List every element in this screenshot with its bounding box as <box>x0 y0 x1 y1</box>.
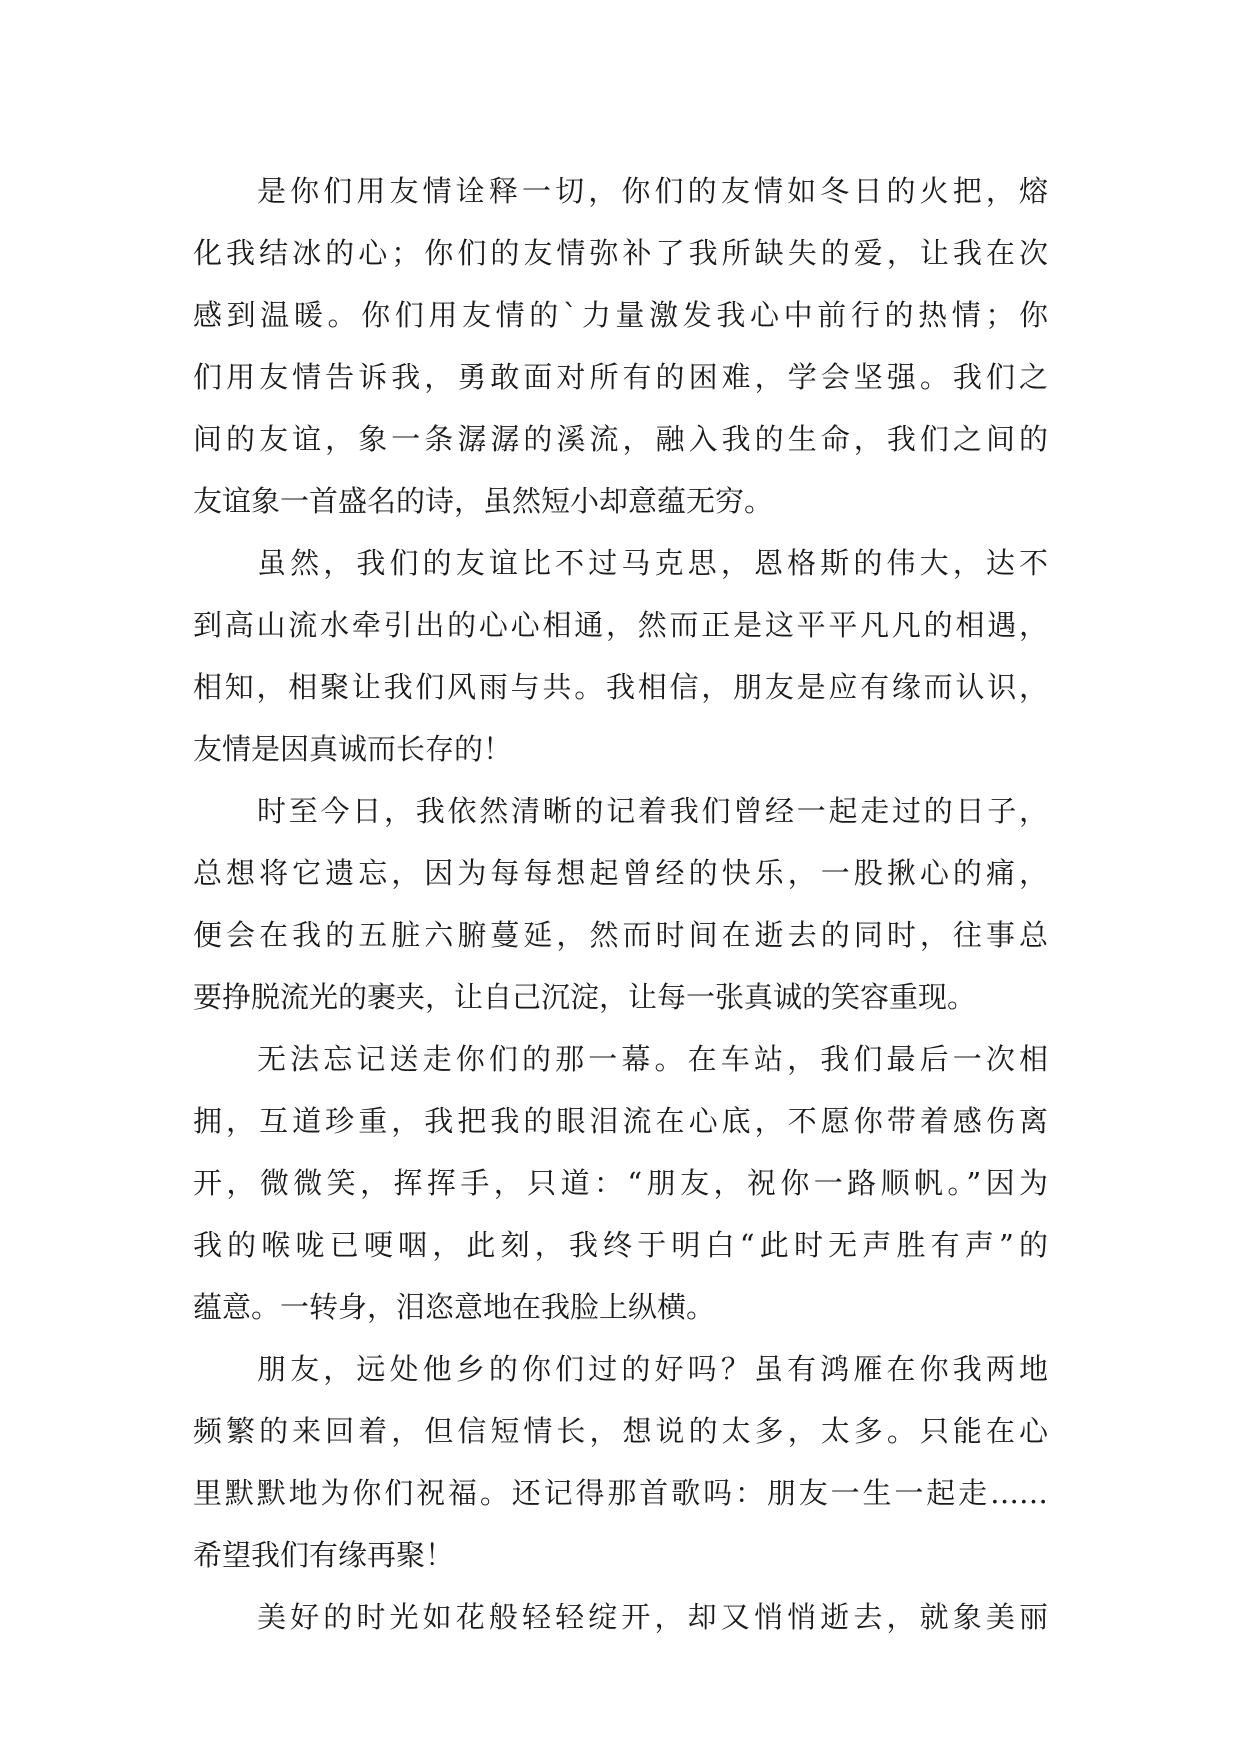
paragraph <box>193 1338 1048 1586</box>
text-line: 蕴意。一转身，泪恣意地在我脸上纵横。 <box>193 1290 716 1324</box>
text-line: 是你们用友情诠释一切，你们的友情如冬日的火把，熔 <box>257 174 1048 208</box>
text-line: 频繁的来回着，但信短情长，想说的太多，太多。只能在心 <box>193 1414 1048 1448</box>
text-line: 友谊象一首盛名的诗，虽然短小却意蕴无穷。 <box>193 484 774 518</box>
paragraph <box>193 780 1048 1028</box>
text-line: 我的喉咙已哽咽，此刻，我终于明白“此时无声胜有声”的 <box>193 1228 1048 1262</box>
text-line: 总想将它遗忘，因为每每想起曾经的快乐，一股揪心的痛， <box>193 856 1048 890</box>
paragraph <box>193 160 1048 532</box>
text-line: 拥，互道珍重，我把我的眼泪流在心底，不愿你带着感伤离 <box>193 1104 1048 1138</box>
text-line: 到高山流水牵引出的心心相通，然而正是这平平凡凡的相遇， <box>193 608 1048 642</box>
text-line: 要挣脱流光的裹夹，让自己沉淀，让每一张真诚的笑容重现。 <box>193 980 977 1014</box>
text-line: 感到温暖。你们用友情的`力量激发我心中前行的热情；你 <box>193 298 1048 332</box>
text-line: 友情是因真诚而长存的！ <box>193 732 513 766</box>
text-line: 开，微微笑，挥挥手，只道：“朋友，祝你一路顺帆。”因为 <box>193 1166 1048 1200</box>
paragraph <box>193 1586 1048 1648</box>
text-line: 化我结冰的心；你们的友情弥补了我所缺失的爱，让我在次 <box>193 236 1048 270</box>
paragraph <box>193 532 1048 780</box>
paragraph <box>193 1028 1048 1338</box>
text-line: 虽然，我们的友谊比不过马克思，恩格斯的伟大，达不 <box>257 546 1048 580</box>
text-line: 时至今日，我依然清晰的记着我们曾经一起走过的日子， <box>257 794 1048 828</box>
text-line: 们用友情告诉我，勇敢面对所有的困难，学会坚强。我们之 <box>193 360 1048 394</box>
text-line: 相知，相聚让我们风雨与共。我相信，朋友是应有缘而认识， <box>193 670 1048 704</box>
text-line: 间的友谊，象一条潺潺的溪流，融入我的生命，我们之间的 <box>193 422 1048 456</box>
text-line: 里默默地为你们祝福。还记得那首歌吗：朋友一生一起走…… <box>193 1476 1048 1510</box>
text-line: 便会在我的五脏六腑蔓延，然而时间在逝去的同时，往事总 <box>193 918 1048 952</box>
text-line: 朋友，远处他乡的你们过的好吗？虽有鸿雁在你我两地 <box>257 1352 1048 1386</box>
text-line: 美好的时光如花般轻轻绽开，却又悄悄逝去，就象美丽 <box>257 1600 1048 1634</box>
text-line: 无法忘记送走你们的那一幕。在车站，我们最后一次相 <box>257 1042 1048 1076</box>
text-line: 希望我们有缘再聚！ <box>193 1538 455 1572</box>
document-body <box>193 160 1048 1648</box>
